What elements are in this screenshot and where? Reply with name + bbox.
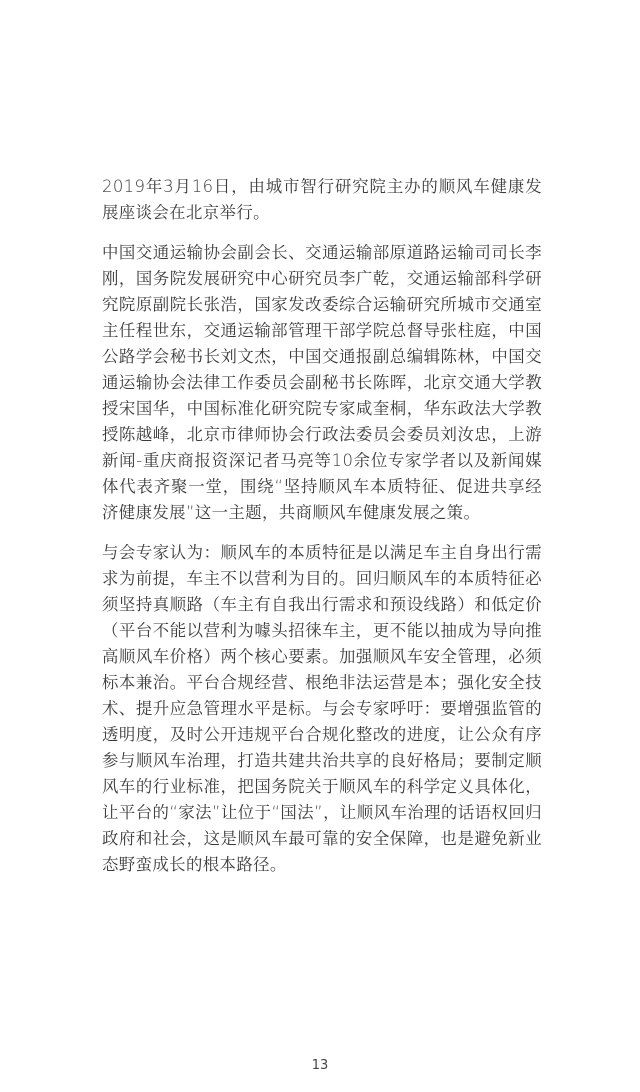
page-number: 13	[311, 1058, 329, 1073]
paragraph-event-intro: 2019年3月16日，由城市智行研究院主办的顺风车健康发展座谈会在北京举行。	[102, 177, 542, 222]
paragraph-attendees: 中国交通运输协会副会长、交通运输部原道路运输司司长李刚，国务院发展研究中心研究员李广乾，交通运输部科学研究院原副院长张浩，国家发改委综合运输研究所城市交通室主任程世东，交通运输部管理干部学院总督导张柱庭，中国公路学会秘书长刘文杰，中国交通报副总编辑陈林，中国交通运输协会法律工作委员会副秘书长陈晖，北京交通大学教授宋国华，中国标准化研究院专家咸奎桐，华东政法大学教授陈越峰，北京市律师协会行政法委员会委员刘汝忠，上游新闻-重庆商报资深记者马亮等10余位专家学者以及新闻媒体代表齐聚一堂，围绕“坚持顺风车本质特征、促进共享经济健康发展”这一主题，共商顺风车健康发展之策。	[102, 243, 542, 522]
article-body	[102, 174, 542, 892]
paragraph-expert-views: 与会专家认为：顺风车的本质特征是以满足车主自身出行需求为前提，车主不以营利为目的。回归顺风车的本质特征必须坚持真顺路（车主有自我出行需求和预设线路）和低定价（平台不能以营利为噱头招徕车主，更不能以抽成为导向推高顺风车价格）两个核心要素。加强顺风车安全管理，必须标本兼治。平台合规经营、根绝非法运营是本；强化安全技术、提升应急管理水平是标。与会专家呼吁：要增强监管的透明度，及时公开违规平台合规化整改的进度，让公众有序参与顺风车治理，打造共建共治共享的良好格局；要制定顺风车的行业标准，把国务院关于顺风车的科学定义具体化，让平台的“家法”让位于“国法”，让顺风车治理的话语权回归政府和社会，这是顺风车最可靠的安全保障，也是避免新业态野蛮成长的根本路径。	[102, 543, 542, 874]
